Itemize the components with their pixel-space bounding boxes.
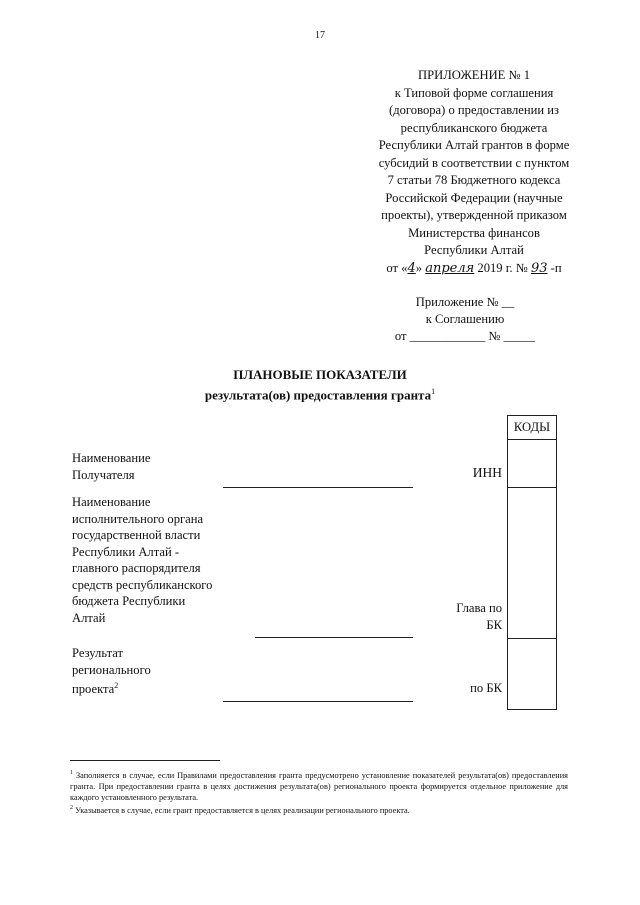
agreement-reference bbox=[350, 294, 580, 345]
recipient-underline[interactable] bbox=[223, 487, 413, 488]
document-title bbox=[0, 366, 640, 403]
appendix-line: (договора) о предоставлении из bbox=[389, 103, 559, 117]
agreement-line: к Соглашению bbox=[425, 312, 505, 326]
footnote-2: $^2$ Указывается в случае, если грант предоставляется в целях реализации регионального проекта. bbox=[70, 804, 410, 815]
project-label: Результат регионального проекта$^2$ bbox=[72, 646, 151, 697]
inn-label: ИНН bbox=[472, 465, 502, 480]
footnote-ref: 1 bbox=[431, 387, 436, 396]
title-sub: результата(ов) предоставления гранта$^1$ bbox=[204, 387, 436, 403]
appendix-line: республиканского бюджета bbox=[400, 120, 548, 135]
appendix-line: субсидий в соответствии с пунктом bbox=[378, 155, 570, 170]
project-underline[interactable] bbox=[223, 701, 413, 702]
inn-code-cell[interactable] bbox=[508, 440, 556, 488]
order-suffix: -п bbox=[550, 260, 562, 275]
appendix-header bbox=[335, 67, 613, 277]
footnote-separator bbox=[70, 760, 220, 761]
date-mid: » bbox=[415, 260, 423, 275]
appendix-date bbox=[335, 260, 613, 278]
appendix-line: Республики Алтай грантов в форме bbox=[378, 138, 570, 152]
budget-head-label: Глава по БК bbox=[456, 601, 502, 632]
handwritten-month: апреля bbox=[425, 260, 475, 276]
appendix-title: ПРИЛОЖЕНИЕ № 1 bbox=[418, 68, 530, 82]
appendix-line: 7 статьи 78 Бюджетного кодекса bbox=[387, 173, 561, 187]
appendix-line: Республики Алтай bbox=[424, 243, 524, 257]
footnote-1: $^1$ Заполняется в случае, если Правилами предоставления гранта предусмотрено установление показателей результата(ов) предоставления гранта. При предоставлении гранта в целях достижения результата(ов) регионального проекта формируется отдельное приложение для каждого установленного результата. bbox=[70, 770, 568, 802]
codes-header: КОДЫ bbox=[508, 416, 556, 440]
title-main: ПЛАНОВЫЕ ПОКАЗАТЕЛИ bbox=[233, 367, 407, 382]
authority-label: Наименование исполнительного органа государственной власти Республики Алтай - главного распорядителя средств республиканского бюджета Республики Алтай bbox=[72, 495, 213, 625]
appendix-line: проекты), утвержденной приказом bbox=[381, 208, 567, 222]
agreement-line: от ____________ № _____ bbox=[394, 329, 536, 343]
footnote-ref: 2 bbox=[114, 681, 119, 690]
footnotes bbox=[70, 768, 568, 816]
handwritten-order-number: 93 bbox=[530, 260, 548, 276]
handwritten-day: 4 bbox=[407, 260, 416, 276]
page-number: 17 bbox=[315, 30, 325, 41]
bk-label: по БК bbox=[470, 681, 502, 695]
codes-column bbox=[507, 415, 557, 710]
authority-underline[interactable] bbox=[255, 637, 413, 638]
bk-code-cell[interactable] bbox=[508, 639, 556, 709]
appendix-line: к Типовой форме соглашения bbox=[394, 85, 554, 100]
date-year: 2019 г. № bbox=[477, 260, 528, 275]
recipient-label: Наименование Получателя bbox=[72, 451, 151, 482]
agreement-line: Приложение № __ bbox=[415, 295, 515, 309]
appendix-line: Российской Федерации (научные bbox=[385, 190, 563, 205]
appendix-line: Министерства финансов bbox=[408, 225, 540, 240]
date-prefix: от « bbox=[386, 260, 408, 275]
budget-head-code-cell[interactable] bbox=[508, 488, 556, 639]
